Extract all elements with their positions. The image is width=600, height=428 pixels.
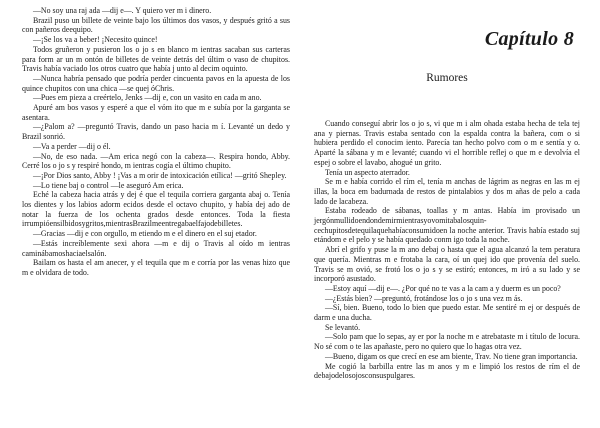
paragraph: Estaba rodeado de sábanas, toallas y m antas. Había im provisado un jergónmullidoendondemirmientrasyovomitabalosquin-cechupitosdetequilaquehabíaconsumidoen la noche anterior. Travis había estado suj etándom e el pelo y se había quedado conm igo toda la noche. [314, 206, 580, 245]
paragraph: —Solo pam que lo sepas, ay er por la noche m e atrebataste m i título de locura. No sé com o te las apañaste, pero no quiero que lo hagas otra vez. [314, 332, 580, 352]
paragraph: —Va a perder —dij o él. [33, 141, 111, 151]
paragraph: Brazil puso un billete de veinte bajo los últimos dos vasos, y después gritó a sus con pañeros deequipo. [22, 15, 290, 35]
paragraph: Eché la cabeza hacia atrás y dej é que el tequila corriera garganta abaj o. Tenía los dientes y los labios adorm ecidos desde el octavo chupito, y había dej ado de notar la fuerza de los ochenta grados desde entonces. Toda la fiesta irrumpióensilbidosygritos,mientrasBrazilmeentregabaelfajodebilletes. [22, 190, 290, 229]
paragraph: Se levantó. [325, 322, 361, 332]
paragraph: —Nunca habría pensado que podría perder cincuenta pavos en la apuesta de los quince chupitos con una chica —se quej óChris. [22, 73, 290, 93]
paragraph: —¿Estás bien? —preguntó, frotándose los o jo s una vez m ás. [325, 293, 523, 303]
paragraph: —Lo tiene baj o control —le aseguró Am erica. [33, 180, 184, 190]
paragraph: —No, de eso nada. —Am erica negó con la cabeza—. Respira hondo, Abby. Cerré los o jo s y respiré hondo, m ientras cogía el último chupito. [22, 151, 290, 171]
paragraph: —No soy una raj ada —dij e—. Y quiero ver m i dinero. [33, 6, 212, 15]
paragraph: Me cogió la barbilla entre las m anos y m e limpió los restos de rím el de debajodelosojosconsuspulgares. [314, 361, 580, 381]
paragraph: Abrí el grifo y puse la m ano debaj o hasta que el agua alcanzó la tem peratura que quería. Mientras m e frotaba la cara, oí un quej ido que provenía del suelo. Travis se m ovió, se frotó los o jo s y se estiró; entonces, m iró a su lado y se incorporó asustado. [314, 245, 580, 284]
paragraph: Se m e había corrido el rím el, tenía m anchas de lágrim as negras en las m ej illas, la boca em badurnada de restos de pintalabios y dos m añas de pelo a cada lado de lacabeza. [314, 177, 580, 206]
paragraph: —Pues em pieza a creértelo, Jenks —dij e, con un vasito en cada m ano. [33, 93, 262, 103]
paragraph: Tenía un aspecto aterrador. [325, 167, 410, 177]
paragraph: Bailam os hasta el am anecer, y el tequila que m e corría por las venas hizo que m e olvidara de todo. [22, 258, 290, 277]
paragraph: —Sí, bien. Bueno, todo lo bien que puedo estar. Me sentiré m ej or después de darm e una ducha. [314, 303, 580, 323]
chapter-title: Rumores [426, 72, 468, 84]
paragraph: Todos gruñeron y pusieron los o jo s en blanco m ientras sacaban sus carteras para form ar un m ontón de billetes de veinte detrás del últim o vaso de chupitos. Travis había vaciado los otros cuatro que había j unto al decim oquinto. [22, 44, 290, 74]
right-page [300, 0, 600, 428]
paragraph: —¿Palom a? —preguntó Travis, dando un paso hacia m í. Levanté un dedo y Brazil sonrió. [22, 122, 290, 142]
chapter-label: Capítulo 8 [484, 28, 574, 50]
paragraph: —Estoy aquí —dij e—. ¿Por qué no te vas a la cam a y duerm es un poco? [325, 283, 561, 293]
paragraph: —Gracias —dij e con orgullo, m etiendo m e el dinero en el suj etador. [33, 229, 257, 239]
paragraph: —Estás increíblemente sexi ahora —m e dij o Travis al oído m ientras caminábamoshaciaelsalón. [22, 238, 290, 258]
paragraph: Cuando conseguí abrir los o jo s, vi que m i alm ohada estaba hecha de tela tej ana y piernas. Travis estaba sentado con la espalda contra la bañera, com o si hubiera perdido el conocim iento. Parecía tan hecho polvo com o m e sentía y o. Aparté la sábana y m e levanté; cuando vi el horrible reflej o que m e devolvía el espej o sobre el lavabo, ahogué un grito. [314, 119, 580, 167]
paragraph: Apuré am bos vasos y esperé a que el vóm ito que m e subía por la garganta se asentara. [22, 103, 290, 122]
paragraph: —¡Se los va a beber! ¡Necesito quince! [33, 35, 158, 45]
paragraph: —¡Por Dios santo, Abby ! ¡Vas a m orir de intoxicación etílica! —gritó Shepley. [33, 170, 287, 180]
paragraph: —Bueno, digam os que crecí en ese am biente, Trav. No tiene gran importancia. [325, 351, 578, 361]
